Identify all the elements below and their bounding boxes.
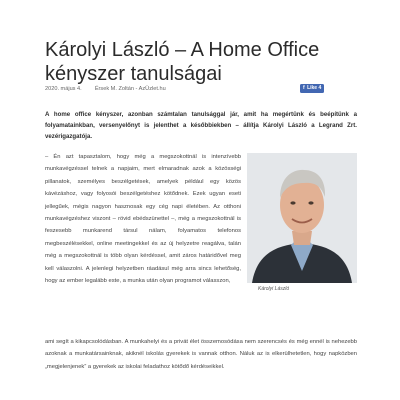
photo-caption: Károlyi László — [258, 286, 290, 292]
article-body-continued: ami segít a kikapcsolódásban. A munkahelyi és a privát élet összemosódása nem szerencsés és még ennél is nehezebb azoknak a munkatársainknak, akiknél iskolás gyerekek is vannak otthon. Náluk az is elkerülhetetlen, hogy napközben „megjelenjenek” a gyerekek az iskolai feladathoz kötődő kérdéseikkel. — [45, 339, 357, 370]
facebook-like-button[interactable] — [300, 84, 324, 93]
article-date: 2020. május 4. — [45, 86, 82, 92]
portrait-illustration — [247, 153, 357, 283]
article-body-column: – Én azt tapasztalom, hogy még a megszokottnál is intenzívebb munkavégzéssel telnek a napjaim, mert elmaradnak azok a közösségi pillanatok, személyes beszélgetések, amelyek például egy közös kávézáshoz, vagy folyosói beszélgetéshez kötődnek. Ezek ugyan eseti jellegűek, mégis nagyon hasznosak egy cég napi életében. Az otthoni munkavégzéshez viszont – rövid ebédszünettel –, még a megszokottnál is feszesebb munkarend társul nálam, folyamatos telefonos megbeszélésekkel, online meetingekkel és az új helyzetre reagálva, talán még a megszokottnál is több olyan kérdéssel, amit záros határidővel meg kell válaszolni. A jelenlegi helyzetben ráadásul még arra sincs lehetőség, hogy az ember legalább este, a munka után olyan programot válasszon, — [45, 154, 241, 285]
facebook-icon: f — [303, 85, 305, 91]
article-lead: A home office kényszer, azonban számtalan tanulsággal jár, amit ha megértünk és beépítünk a folyamatainkban, versenyelőnyt is jelenthet a későbbiekben – állítja Károlyi László a Legrand Zrt. vezérigazgatója. — [45, 111, 357, 140]
article-meta — [45, 86, 166, 92]
like-button-label: Like 4 — [307, 85, 322, 91]
article-title: Károlyi László – A Home Office kényszer tanulságai — [45, 39, 320, 85]
portrait-photo — [247, 153, 357, 283]
article-author[interactable]: Érsek M. Zoltán - AzÜzlet.hu — [94, 86, 166, 92]
